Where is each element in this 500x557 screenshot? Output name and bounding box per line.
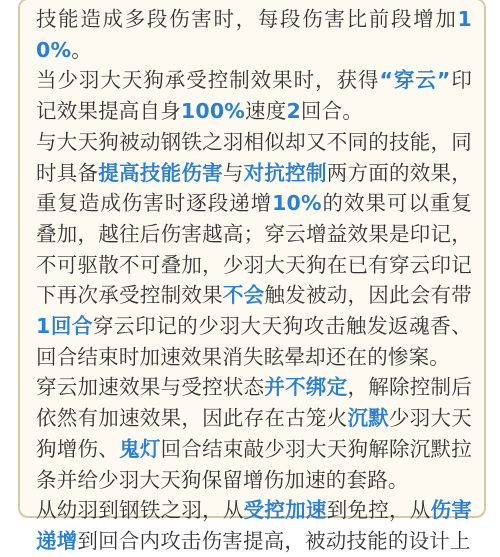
highlighted-term: 受控加速 <box>243 498 327 523</box>
text-segment: ，解除控制后依然有加速效果，因此存在古笼火 <box>36 375 472 431</box>
skill-description-card <box>18 0 486 553</box>
highlighted-term: 10% <box>272 191 322 216</box>
highlighted-term: 10% <box>36 7 472 62</box>
highlighted-term: 对抗控制 <box>243 160 327 185</box>
text-segment: 回合结束敲少羽大天狗解除沉默拉条并给少羽大天狗保留增伤加速的套路。 <box>36 436 472 492</box>
text-segment: 技能造成多段伤害时，每段伤害比前段增加 <box>36 7 458 31</box>
text-segment: 速度 <box>245 99 287 124</box>
highlighted-term: 提高技能伤害 <box>98 160 223 185</box>
highlighted-term: 100% <box>180 99 246 124</box>
text-segment: 当少羽大天狗承受控制效果时，获得 <box>36 68 380 93</box>
text-segment: 与大天狗被动钢铁之羽相似却又不同的技能，同时具备 <box>36 129 472 185</box>
text-segment: 两方面的效果，重复造成伤害时逐段递增 <box>36 160 472 216</box>
paragraph <box>36 65 472 126</box>
paragraph <box>36 4 472 65</box>
highlighted-term: 并不绑定 <box>264 375 348 400</box>
text-segment: 从幼羽到钢铁之羽，从 <box>36 498 244 523</box>
text-segment: 穿云印记的少羽大天狗攻击触发返魂香、回合结束时加速效果消失眩晕却还在的惨案。 <box>36 314 472 369</box>
paragraph <box>36 495 472 556</box>
text-segment: 印记效果提高自身 <box>36 68 473 124</box>
skill-description-text <box>36 4 472 557</box>
highlighted-term: 1回合 <box>36 314 93 339</box>
highlighted-term: 2 <box>286 99 301 124</box>
highlighted-term: 伤害递增 <box>36 498 472 553</box>
text-segment: 到回合内攻击伤害提高，被动技能的设计上 <box>77 528 471 553</box>
text-segment: 的效果可以重复叠加，越往后伤害越高；穿云增益效果是印记，不可驱散不可叠加，少羽大天狗在已有穿云印记下再次承受控制效果 <box>36 191 473 308</box>
text-segment: 少羽大天狗增伤、 <box>36 406 472 461</box>
text-segment: 回合。 <box>300 99 364 124</box>
text-segment: 穿云加速效果与受控状态 <box>36 375 265 400</box>
highlighted-term: 沉默 <box>347 406 389 431</box>
highlighted-term: 鬼灯 <box>119 436 161 461</box>
text-segment: 。 <box>71 37 92 62</box>
highlighted-term: “穿云” <box>379 68 451 93</box>
paragraph <box>36 372 472 495</box>
text-segment: 到免控，从 <box>326 498 431 523</box>
text-segment: 触发被动，因此会有带 <box>264 283 472 308</box>
text-segment: 与 <box>222 160 244 185</box>
paragraph <box>36 127 472 373</box>
highlighted-term: 不会 <box>222 283 265 308</box>
